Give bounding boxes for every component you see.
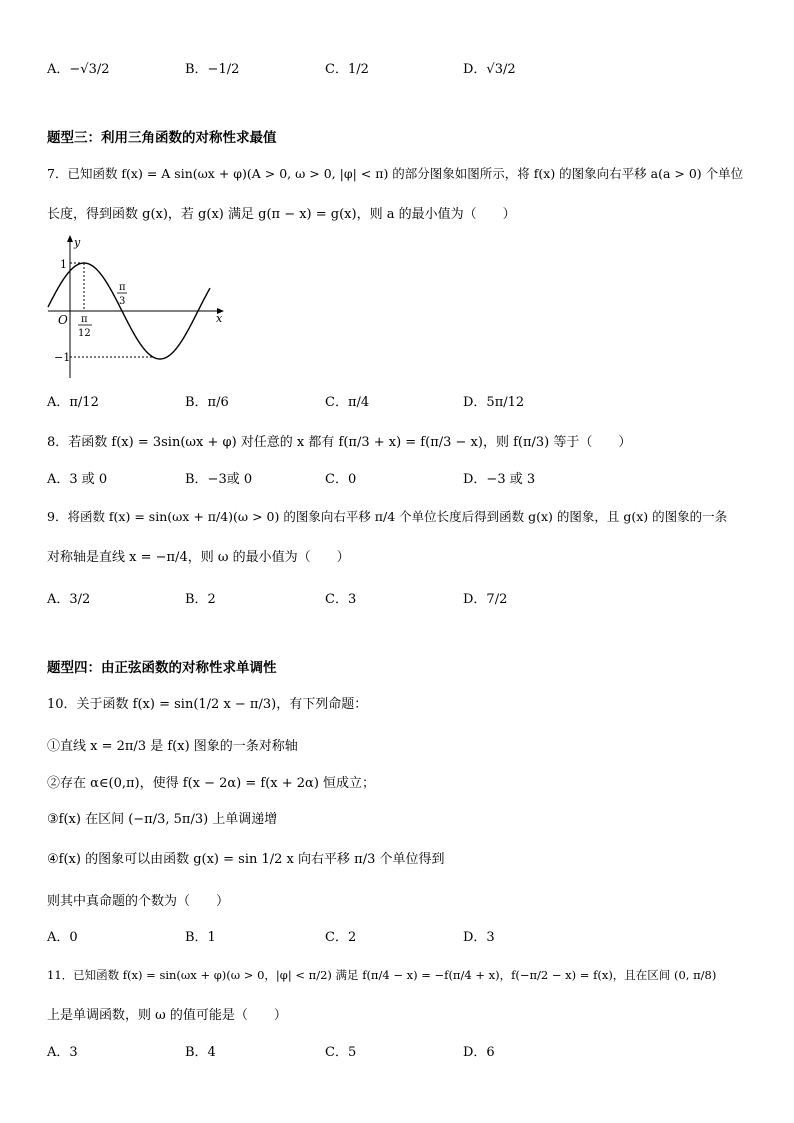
section-3-heading: 题型三：利用三角函数的对称性求最值 [47,130,277,146]
y-max-label: 1 [60,258,67,271]
q6-option-b: B．−1/2 [185,62,240,77]
q10-statement-4: ④f(x) 的图象可以由函数 g(x) = sin 1/2 x 向右平移 π/3 个单位得到 [47,852,445,867]
q10-question: 则其中真命题的个数为（ ） [47,894,230,909]
peak-x-den: 12 [78,328,91,339]
q11-option-c: C．5 [325,1045,357,1060]
q10-statement-2: ②存在 α∈(0,π)，使得 f(x − 2α) = f(x + 2α) 恒成立； [47,776,376,791]
q10-statement-1: ①直线 x = 2π/3 是 f(x) 图象的一条对称轴 [47,739,298,754]
q7-option-b: B．π/6 [185,395,229,410]
q11-option-d: D．6 [463,1045,495,1060]
q10-stem: 10．关于函数 f(x) = sin(1/2 x − π/3)，有下列命题： [47,697,368,712]
q6-option-d: D．√3/2 [463,62,516,77]
section-4-heading: 题型四：由正弦函数的对称性求单调性 [47,660,277,676]
q6-option-c: C．1/2 [325,62,369,77]
q11-stem-line1: 11．已知函数 f(x) = sin(ωx + φ)(ω > 0，|φ| < π/2) 满足 f(π/4 − x) = −f(π/4 + x)，f(−π/2 − x) = f(x)，且在区间 (0, π/8) [47,968,717,982]
q8-option-d: D．−3 或 3 [463,472,536,487]
y-min-label: −1 [54,351,71,364]
q9-option-a: A．3/2 [47,592,91,607]
q10-statement-3: ③f(x) 在区间 (−π/3, 5π/3) 上单调递增 [47,812,278,827]
q7-option-c: C．π/4 [325,395,370,410]
q7-stem-line1: 7．已知函数 f(x) = A sin(ωx + φ)(A > 0, ω > 0, |φ| < π) 的部分图象如图所示，将 f(x) 的图象向右平移 a(a > 0) 个单位 [47,166,744,181]
q11-option-b: B．4 [185,1045,216,1060]
q10-option-a: A．0 [47,930,78,945]
q9-stem-line2: 对称轴是直线 x = −π/4，则 ω 的最小值为（ ） [47,550,350,565]
q10-option-d: D．3 [463,930,495,945]
q10-option-c: C．2 [325,930,357,945]
peak-x-num: π [81,314,88,325]
origin-label: O [58,313,68,327]
x-axis-label: x [216,312,223,325]
zero-x-num: π [119,282,126,293]
q10-option-b: B．1 [185,930,216,945]
q11-option-a: A．3 [47,1045,78,1060]
q8-stem: 8．若函数 f(x) = 3sin(ωx + φ) 对任意的 x 都有 f(π/3 + x) = f(π/3 − x)，则 f(π/3) 等于（ ） [47,435,632,450]
q7-stem-line2: 长度，得到函数 g(x)，若 g(x) 满足 g(π − x) = g(x)，则 a 的最小值为（ ） [47,207,516,222]
y-axis-label: y [74,236,81,249]
q9-option-b: B．2 [185,592,216,607]
q11-stem-line2: 上是单调函数，则 ω 的值可能是（ ） [47,1008,287,1023]
q7-option-d: D．5π/12 [463,395,525,410]
q9-option-d: D．7/2 [463,592,508,607]
zero-x-den: 3 [119,296,126,307]
q8-option-b: B．−3或 0 [185,472,253,487]
q8-option-a: A．3 或 0 [47,472,108,487]
q7-option-a: A．π/12 [47,395,99,410]
q7-sine-graph [44,232,234,382]
y-axis-arrow [67,235,73,242]
q9-stem-line1: 9．将函数 f(x) = sin(ωx + π/4)(ω > 0) 的图象向右平移 π/4 个单位长度后得到函数 g(x) 的图象，且 g(x) 的图象的一条 [47,509,728,524]
q8-option-c: C．0 [325,472,357,487]
q6-option-a: A．−√3/2 [47,62,110,77]
q9-option-c: C．3 [325,592,357,607]
